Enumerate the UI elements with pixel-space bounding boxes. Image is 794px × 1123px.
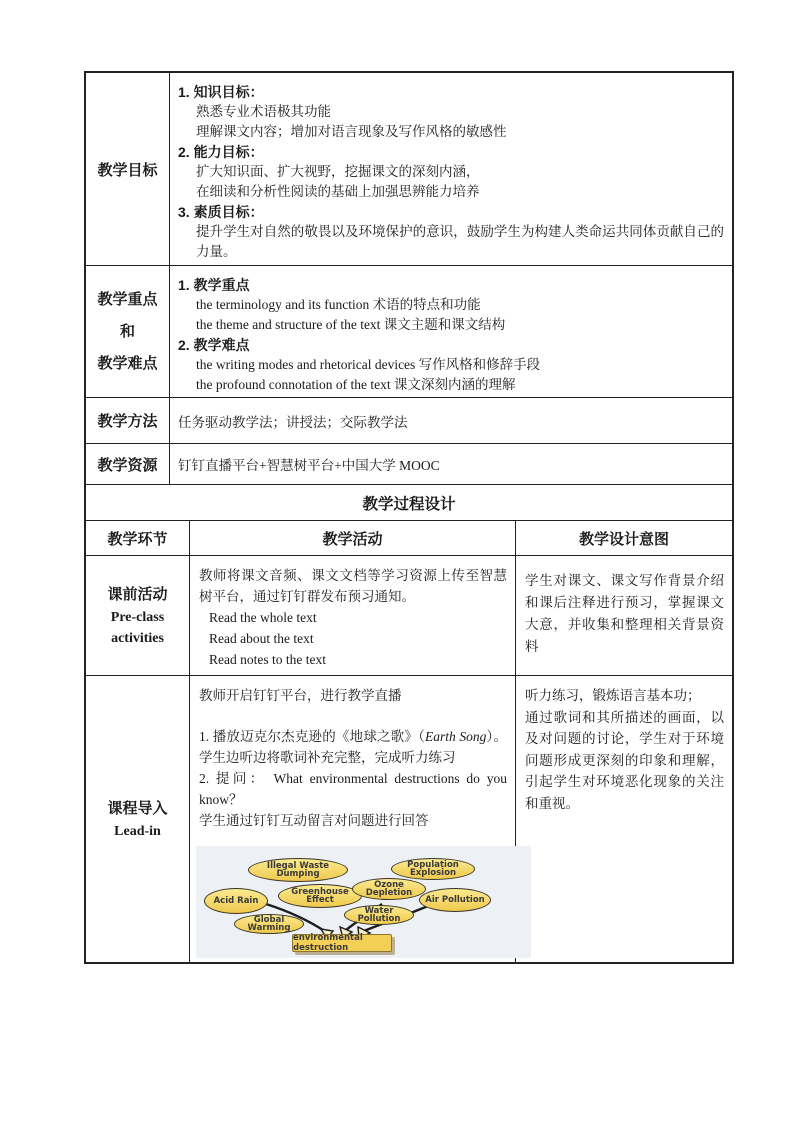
mindmap-bubble: Global Warming	[234, 914, 304, 934]
pre-class-activity-item: Read about the text	[209, 631, 314, 646]
process-title: 教学过程设计	[362, 495, 456, 513]
pre-class-intent-text: 学生对课文、课文写作背景介绍和课后注释进行预习，掌握课文大意，并收集和整理相关背景资料	[525, 573, 724, 654]
row-column-headers	[86, 520, 732, 555]
objective-heading: 1. 知识目标：	[178, 84, 264, 100]
lead-in-activity-p3: 2. 提问： What environmental destructions do you know？	[199, 771, 507, 807]
key-points-content	[170, 266, 732, 397]
pre-class-activity-item: Read notes to the text	[209, 652, 326, 667]
objective-line: 理解课文内容；增加对语言现象及写作风格的敏感性	[196, 124, 507, 139]
key-point-line: the theme and structure of the text 课文主题和课文结构	[196, 317, 506, 332]
resources-content: 钉钉直播平台+智慧树平台+中国大学 MOOC	[178, 458, 440, 473]
key-point-line: the writing modes and rhetorical devices 写作风格和修辞手段	[196, 357, 541, 372]
row-lead-in	[86, 675, 732, 962]
key-points-label	[86, 266, 170, 397]
row-resources	[86, 443, 732, 484]
mindmap-bubble: Acid Rain	[204, 888, 268, 914]
objective-heading: 2. 能力目标：	[178, 144, 264, 160]
mindmap-bubble: Ozone Depletion	[352, 878, 426, 900]
objective-heading: 3. 素质目标：	[178, 204, 264, 220]
pre-class-label-en: Pre-class	[110, 609, 165, 625]
key-point-line: the terminology and its function 术语的特点和功能	[196, 297, 481, 312]
key-points-label-line: 和	[119, 322, 135, 340]
objectives-content	[170, 73, 732, 265]
pre-class-activity-item: Read the whole text	[209, 610, 317, 625]
mindmap-bubble: Population Explosion	[391, 858, 475, 880]
lead-in-label-cn: 课程导入	[107, 799, 168, 817]
lead-in-p2-suffix: ）。学生边听边将歌词补充完整，完成听力练习	[199, 729, 507, 765]
objective-line: 熟悉专业术语极其功能	[196, 104, 331, 119]
lead-in-activity-p1: 教师开启钉钉平台，进行教学直播	[199, 688, 402, 703]
objective-line: 在细读和分析性阅读的基础上加强思辨能力培养	[196, 184, 480, 199]
mindmap-bubble: Illegal Waste Dumping	[248, 858, 348, 882]
column-header-intent: 教学设计意图	[578, 530, 669, 548]
pre-class-stage-label	[86, 556, 190, 675]
pre-class-label-en: activities	[111, 630, 164, 646]
key-points-label-line: 教学难点	[97, 354, 158, 372]
lead-in-p2-prefix: 1. 播放迈克尔杰克逊的《地球之歌》（	[199, 729, 426, 744]
mindmap-bubble: Air Pollution	[419, 888, 491, 912]
methods-content: 任务驱动教学法；讲授法；交际教学法	[178, 414, 408, 430]
pre-class-label-cn: 课前活动	[107, 585, 168, 603]
mindmap-bubble: Greenhouse Effect	[278, 884, 362, 908]
lead-in-stage-label	[86, 676, 190, 962]
row-pre-class	[86, 555, 732, 675]
resources-label: 教学资源	[86, 444, 170, 484]
objectives-label: 教学目标	[86, 73, 170, 265]
row-methods	[86, 397, 732, 443]
lesson-plan-table	[84, 71, 734, 964]
column-header-stage: 教学环节	[86, 521, 190, 555]
mindmap-bubble: Water Pollution	[344, 905, 414, 925]
lead-in-intent-line2: 通过歌词和其所描述的画面，以及对问题的讨论，学生对于环境问题形成更深刻的印象和理解，引起学生对环境恶化现象的关注和重视。	[525, 709, 724, 811]
spacer	[199, 706, 507, 726]
lead-in-intent	[516, 676, 732, 962]
lead-in-activity-p4: 学生通过钉钉互动留言对问题进行回答	[199, 813, 429, 828]
lead-in-intent-line1: 听力练习，锻炼语言基本功；	[525, 688, 701, 703]
methods-label: 教学方法	[86, 398, 170, 443]
pre-class-intent	[516, 556, 732, 675]
pre-class-activity	[190, 556, 516, 675]
key-points-label-line: 教学重点	[97, 290, 158, 308]
objective-line: 扩大知识面、扩大视野，挖掘课文的深刻内涵，	[196, 164, 480, 179]
mindmap-center-box: environmental destruction	[292, 934, 392, 952]
lead-in-p2-song-title: Earth Song	[425, 729, 487, 744]
key-point-heading: 2. 教学难点	[178, 337, 250, 353]
column-header-activity: 教学活动	[190, 521, 516, 555]
environmental-destruction-mindmap-image	[196, 846, 531, 958]
row-process-title	[86, 484, 732, 520]
lead-in-label-en: Lead-in	[114, 823, 161, 839]
objective-line: 提升学生对自然的敬畏以及环境保护的意识，鼓励学生为构建人类命运共同体贡献自己的力量。	[196, 224, 724, 259]
key-point-heading: 1. 教学重点	[178, 277, 250, 293]
lead-in-activity-p2	[199, 726, 507, 768]
row-objectives	[86, 73, 732, 265]
row-key-points	[86, 265, 732, 397]
pre-class-activity-paragraph: 教师将课文音频、课文文档等学习资源上传至智慧树平台，通过钉钉群发布预习通知。	[199, 568, 507, 604]
key-point-line: the profound connotation of the text 课文深刻内涵的理解	[196, 377, 516, 392]
